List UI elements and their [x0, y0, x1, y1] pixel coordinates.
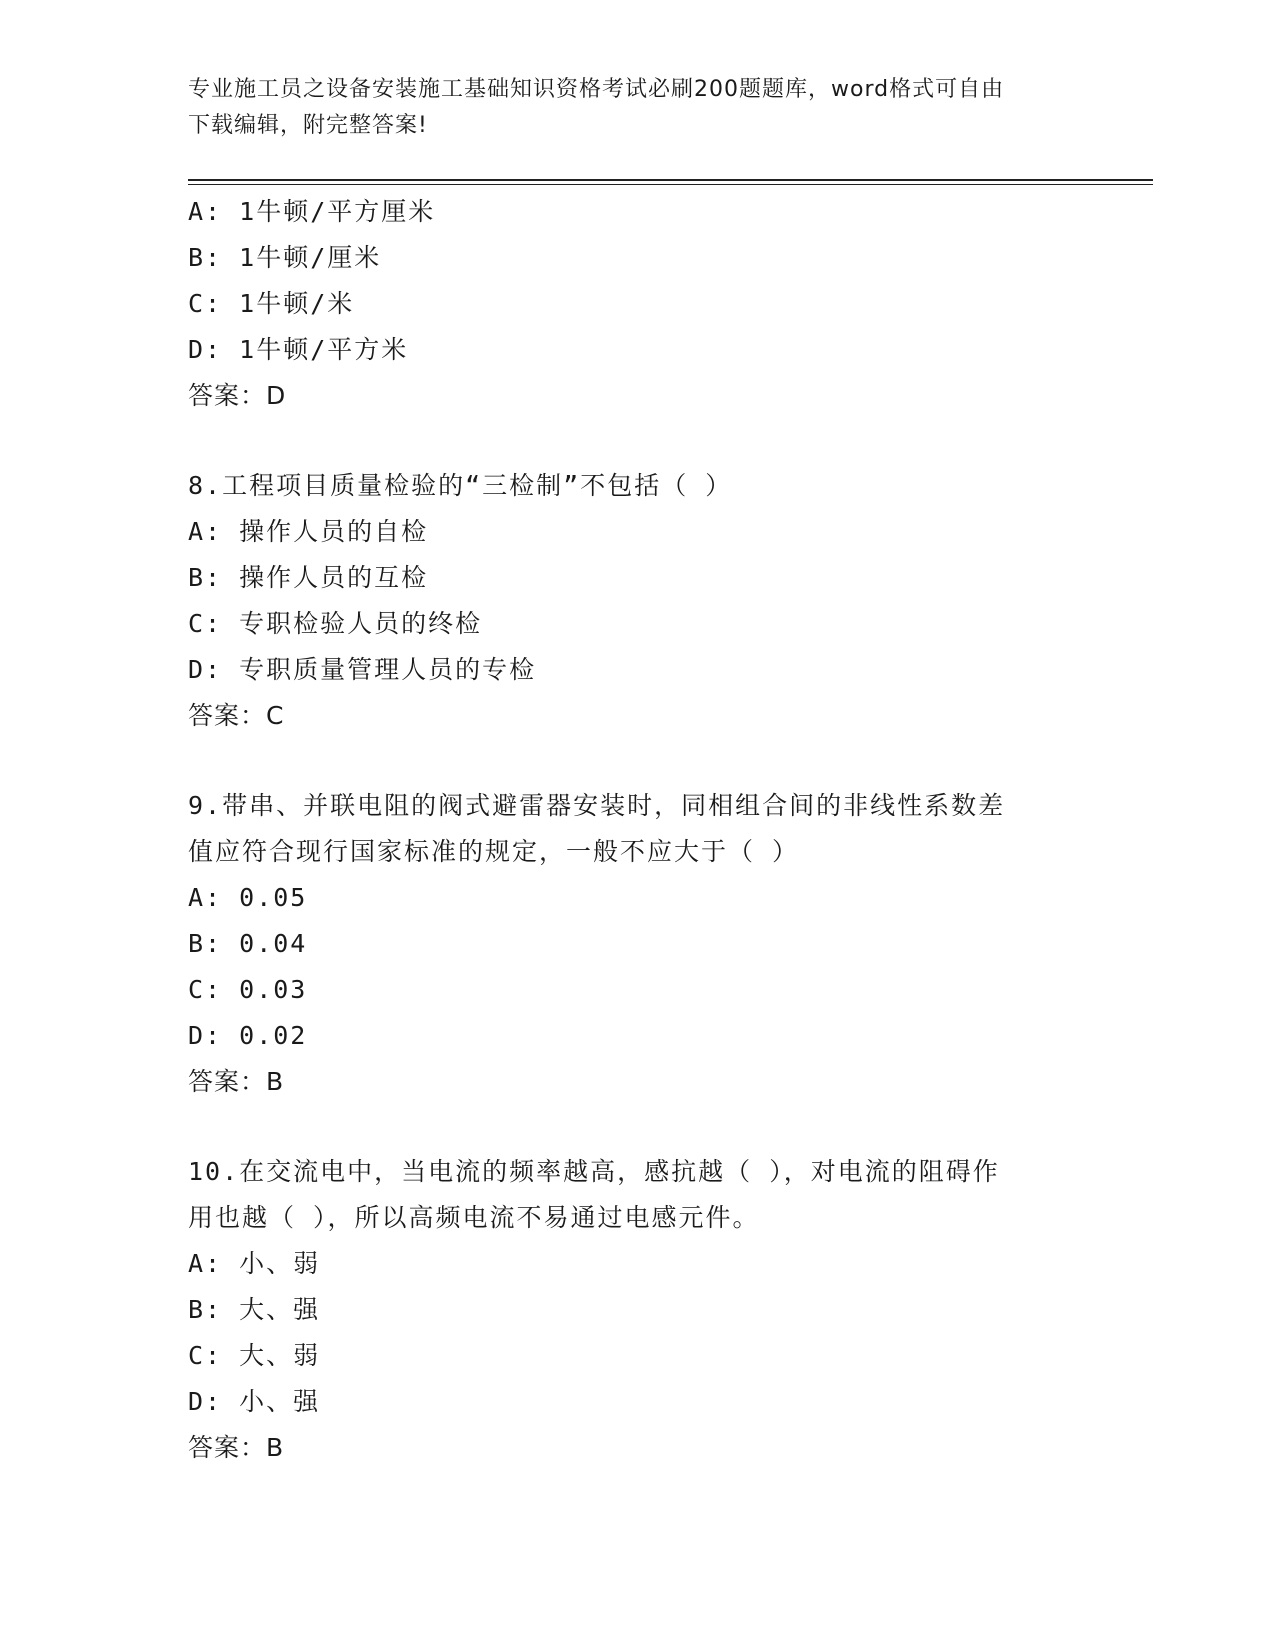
option-d: D: 1牛顿/平方米	[188, 335, 409, 364]
option-b: B: 0.04	[188, 929, 308, 958]
option-c: C: 专职检验人员的终检	[188, 609, 483, 638]
option-c: C: 1牛顿/米	[188, 289, 355, 318]
header-line-1: 专业施工员之设备安装施工基础知识资格考试必刷200题题库，word格式可自由	[188, 77, 1005, 102]
option-c: C: 0.03	[188, 975, 308, 1004]
question-stem-line-2: 值应符合现行国家标准的规定，一般不应大于（ ）	[188, 837, 800, 866]
spacer	[188, 739, 1088, 783]
option-a: A: 0.05	[188, 883, 308, 912]
option-a: A: 1牛顿/平方厘米	[188, 197, 436, 226]
option-a: A: 操作人员的自检	[188, 517, 429, 546]
question-stem: 8.工程项目质量检验的“三检制”不包括（ ）	[188, 471, 733, 500]
question-8	[188, 463, 1088, 739]
question-stem-line-2: 用也越（ ），所以高频电流不易通过电感元件。	[188, 1203, 760, 1232]
question-10	[188, 1149, 1088, 1471]
answer-label: 答案：B	[188, 1067, 285, 1096]
document-header	[188, 72, 1068, 144]
option-d: D: 0.02	[188, 1021, 308, 1050]
option-d: D: 专职质量管理人员的专检	[188, 655, 537, 684]
option-c: C: 大、弱	[188, 1341, 321, 1370]
answer-label: 答案：C	[188, 701, 285, 730]
header-divider-thick	[188, 179, 1153, 181]
question-stem-line-1: 10.在交流电中，当电流的频率越高，感抗越（ ），对电流的阻碍作	[188, 1157, 1000, 1186]
spacer	[188, 419, 1088, 463]
header-divider-thin	[188, 184, 1153, 185]
question-stem-line-1: 9.带串、并联电阻的阀式避雷器安装时，同相组合间的非线性系数差	[188, 791, 1006, 820]
option-d: D: 小、强	[188, 1387, 321, 1416]
question-7	[188, 189, 1088, 419]
question-9	[188, 783, 1088, 1105]
option-b: B: 1牛顿/厘米	[188, 243, 382, 272]
option-b: B: 大、强	[188, 1295, 321, 1324]
header-line-2: 下载编辑，附完整答案!	[188, 113, 428, 138]
answer-label: 答案：B	[188, 1433, 285, 1462]
spacer	[188, 1105, 1088, 1149]
question-list	[188, 189, 1088, 1471]
option-b: B: 操作人员的互检	[188, 563, 429, 592]
answer-label: 答案：D	[188, 381, 287, 410]
option-a: A: 小、弱	[188, 1249, 321, 1278]
